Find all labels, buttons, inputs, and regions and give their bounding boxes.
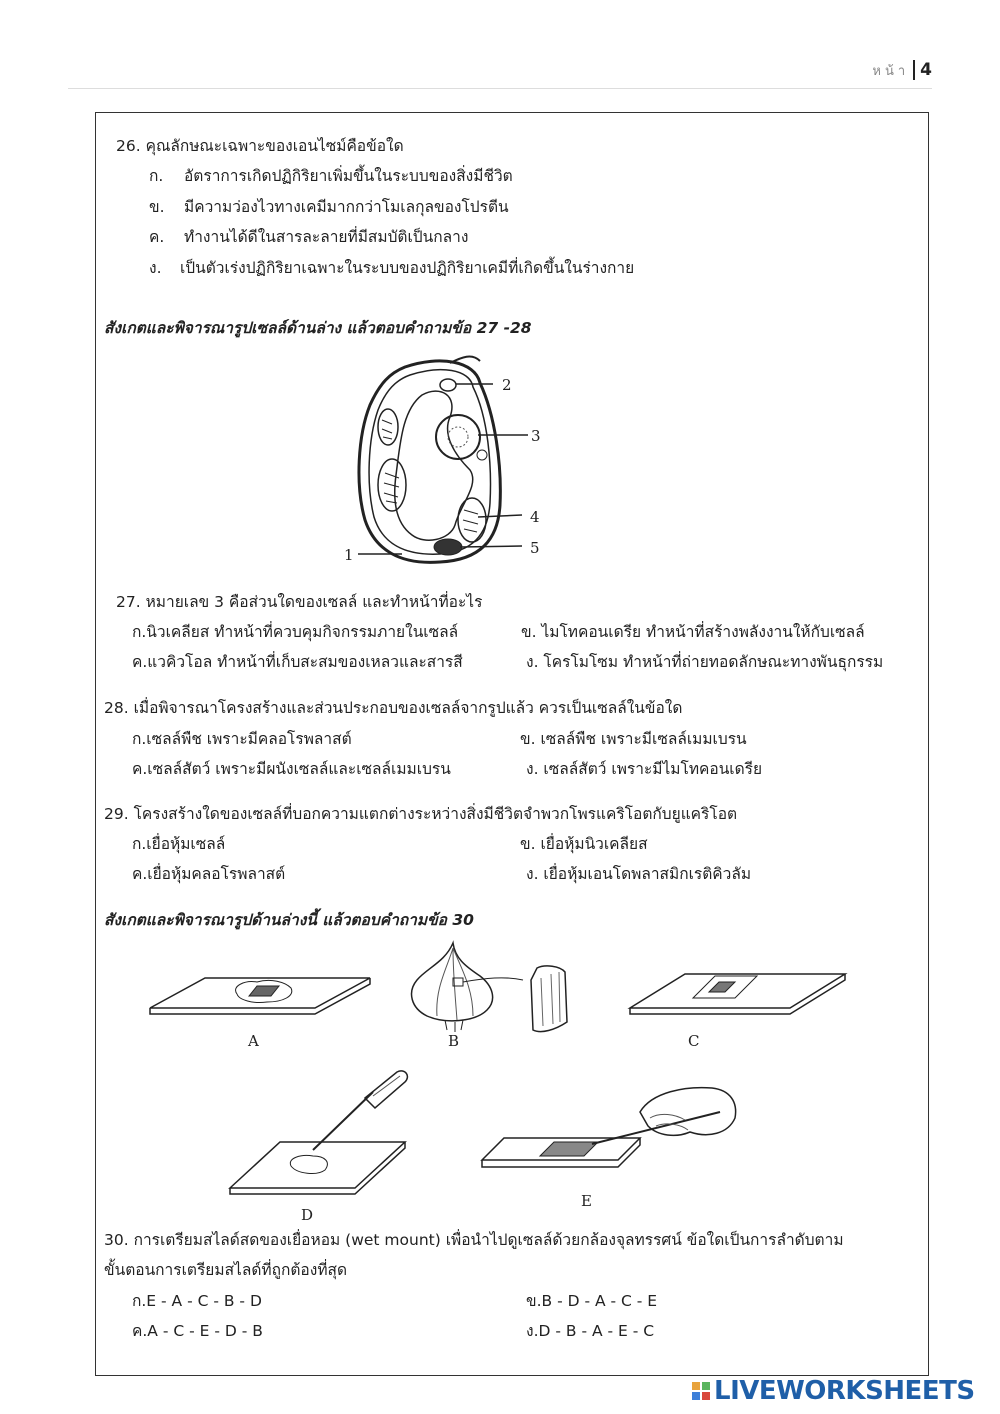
q29-option-b[interactable]: ข. เยื่อหุ้มนิวเคลียส bbox=[520, 835, 648, 853]
page-header-label: หน้า bbox=[872, 64, 910, 79]
q26-option-b[interactable]: มีความว่องไวทางเคมีมากกว่าโมเลกุลของโปรตีน bbox=[184, 198, 509, 216]
q30-option-d[interactable]: ง.D - B - A - E - C bbox=[526, 1322, 655, 1340]
q26-option-d-key: ง. bbox=[149, 259, 162, 277]
section-heading-cell: สังเกตและพิจารณารูปเซลล์ด้านล่าง แล้วตอบคำถามข้อ 27 -28 bbox=[104, 319, 532, 337]
q26-option-b-key: ข. bbox=[149, 198, 165, 216]
cell-label-2: 2 bbox=[502, 376, 512, 394]
figure-label-e: E bbox=[581, 1192, 592, 1210]
page-number: 4 bbox=[913, 60, 932, 80]
q29-option-d[interactable]: ง. เยื่อหุ้มเอนโดพลาสมิกเรติคิวลัม bbox=[526, 865, 752, 883]
q29-question: 29. โครงสร้างใดของเซลล์ที่บอกความแตกต่างระหว่างสิ่งมีชีวิตจำพวกโพรแคริโอตกับยูแคริโอต bbox=[104, 805, 738, 823]
plant-cell-diagram bbox=[330, 355, 560, 570]
q30-question-line2: ขั้นตอนการเตรียมสไลด์ที่ถูกต้องที่สุด bbox=[104, 1261, 348, 1279]
q26-option-c[interactable]: ทำงานได้ดีในสารละลายที่มีสมบัติเป็นกลาง bbox=[184, 228, 469, 246]
q28-option-a[interactable]: ก.เซลล์พืช เพราะมีคลอโรพลาสต์ bbox=[132, 730, 352, 748]
figure-e-coverslip-illustration bbox=[480, 1082, 745, 1192]
cell-label-5: 5 bbox=[530, 539, 540, 557]
q26-option-a-key: ก. bbox=[149, 167, 164, 185]
q26-option-c-key: ค. bbox=[149, 228, 165, 246]
cell-label-1: 1 bbox=[344, 546, 354, 564]
liveworksheets-logo-text: LIVEWORKSHEETS bbox=[714, 1376, 975, 1406]
figure-b-onion-illustration bbox=[405, 938, 580, 1038]
figure-a-slide-illustration bbox=[145, 970, 375, 1030]
q27-option-d[interactable]: ง. โครโมโซม ทำหน้าที่ถ่ายทอดลักษณะทางพันธุกรรม bbox=[526, 653, 884, 671]
q28-option-c[interactable]: ค.เซลล์สัตว์ เพราะมีผนังเซลล์และเซลล์เมมเบรน bbox=[132, 760, 451, 778]
q30-option-a[interactable]: ก.E - A - C - B - D bbox=[132, 1292, 262, 1310]
figure-label-a: A bbox=[248, 1032, 259, 1050]
q30-option-c[interactable]: ค.A - C - E - D - B bbox=[132, 1322, 263, 1340]
page-header bbox=[872, 60, 932, 81]
q27-option-b[interactable]: ข. ไมโทคอนเดรีย ทำหน้าที่สร้างพลังงานให้กับเซลล์ bbox=[521, 623, 865, 641]
q26-question: 26. คุณลักษณะเฉพาะของเอนไซม์คือข้อใด bbox=[116, 137, 404, 155]
figure-c-slide-illustration bbox=[625, 966, 850, 1028]
q27-option-a[interactable]: ก.นิวเคลียส ทำหน้าที่ควบคุมกิจกรรมภายในเซลล์ bbox=[132, 623, 459, 641]
q30-question-line1: 30. การเตรียมสไลด์สดของเยื่อหอม (wet mount) เพื่อนำไปดูเซลล์ด้วยกล้องจุลทรรศน์ ข้อใดเป็นการลำดับตาม bbox=[104, 1231, 844, 1249]
liveworksheets-logo-icon bbox=[692, 1382, 710, 1400]
figure-label-b: B bbox=[448, 1032, 460, 1050]
q30-option-b[interactable]: ข.B - D - A - C - E bbox=[526, 1292, 658, 1310]
section-heading-slide: สังเกตและพิจารณารูปด้านล่างนี้ แล้วตอบคำถามข้อ 30 bbox=[104, 911, 474, 929]
q26-option-d[interactable]: เป็นตัวเร่งปฏิกิริยาเฉพาะในระบบของปฏิกิริยาเคมีที่เกิดขึ้นในร่างกาย bbox=[180, 259, 635, 277]
figure-label-d: D bbox=[301, 1206, 314, 1224]
figure-d-dropper-illustration bbox=[225, 1070, 425, 1200]
q28-option-d[interactable]: ง. เซลล์สัตว์ เพราะมีไมโทคอนเดรีย bbox=[526, 760, 763, 778]
liveworksheets-logo[interactable] bbox=[692, 1376, 975, 1406]
q28-question: 28. เมื่อพิจารณาโครงสร้างและส่วนประกอบของเซลล์จากรูปแล้ว ควรเป็นเซลล์ในข้อใด bbox=[104, 699, 683, 717]
header-divider bbox=[68, 88, 932, 89]
q29-option-c[interactable]: ค.เยื่อหุ้มคลอโรพลาสต์ bbox=[132, 865, 286, 883]
q26-option-a[interactable]: อัตราการเกิดปฏิกิริยาเพิ่มขึ้นในระบบของสิ่งมีชีวิต bbox=[184, 167, 513, 185]
figure-label-c: C bbox=[688, 1032, 700, 1050]
cell-label-4: 4 bbox=[530, 508, 540, 526]
cell-label-3: 3 bbox=[531, 427, 541, 445]
q27-option-c[interactable]: ค.แวคิวโอล ทำหน้าที่เก็บสะสมของเหลวและสารสี bbox=[132, 653, 463, 671]
q27-question: 27. หมายเลข 3 คือส่วนใดของเซลล์ และทำหน้าที่อะไร bbox=[116, 593, 483, 611]
q28-option-b[interactable]: ข. เซลล์พืช เพราะมีเซลล์เมมเบรน bbox=[520, 730, 747, 748]
q29-option-a[interactable]: ก.เยื่อหุ้มเซลล์ bbox=[132, 835, 226, 853]
